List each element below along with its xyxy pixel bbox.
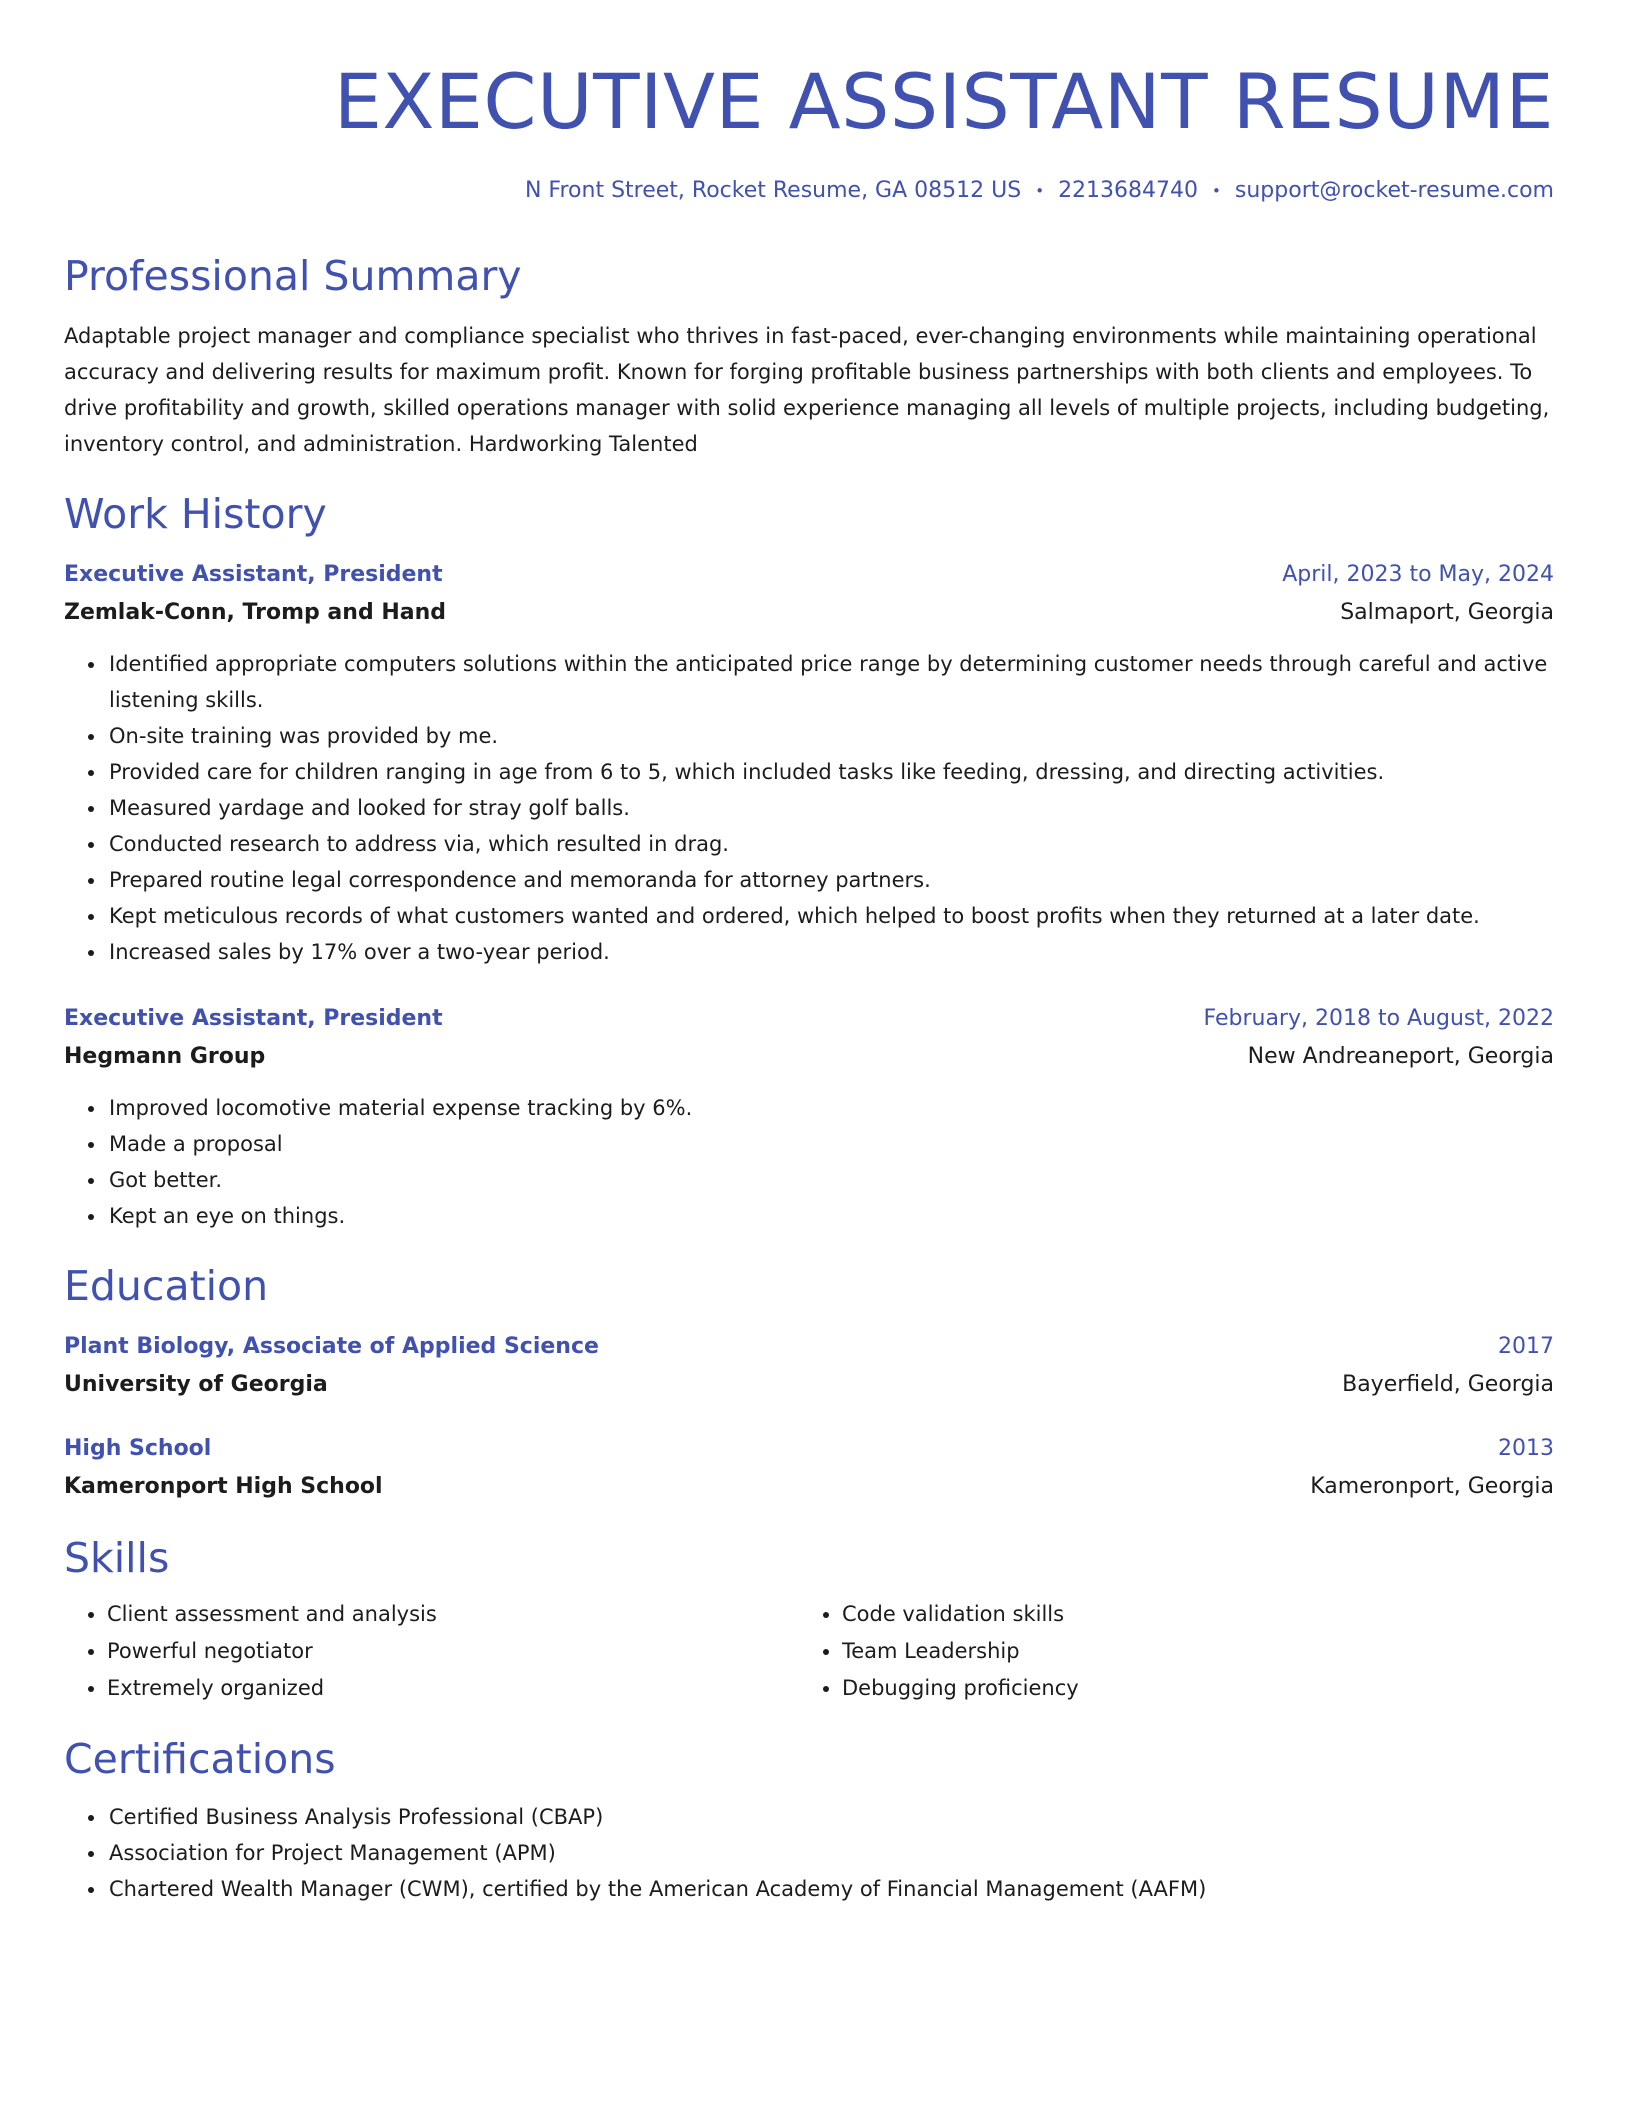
list-item: • Association for Project Management (APM)	[107, 1835, 1554, 1871]
job-company: Hegmann Group	[64, 1044, 266, 1069]
list-item: • Kept an eye on things.	[107, 1198, 1554, 1234]
list-item: • Identified appropriate computers solutions within the anticipated price range by determining customer needs through careful and active listening skills.	[107, 646, 1554, 718]
education-heading: Education	[64, 1262, 269, 1310]
list-item: • Extremely organized	[107, 1670, 799, 1707]
list-item: • Increased sales by 17% over a two-year period.	[107, 934, 1554, 970]
separator-dot: •	[1035, 182, 1045, 200]
contact-line	[64, 176, 1554, 206]
job-bullets	[64, 646, 1554, 970]
job-title: Executive Assistant, President	[64, 562, 443, 587]
resume-page	[64, 52, 1554, 1907]
list-item: • Improved locomotive material expense tracking by 6%.	[107, 1090, 1554, 1126]
list-item: • Provided care for children ranging in age from 6 to 5, which included tasks like feeding, dressing, and directing activities.	[107, 754, 1554, 790]
job-location: Salmaport, Georgia	[1340, 600, 1554, 625]
job-dates: April, 2023 to May, 2024	[1282, 562, 1554, 587]
school-location: Bayerfield, Georgia	[1342, 1372, 1554, 1397]
skills-section	[64, 1532, 1554, 1707]
list-item: • Team Leadership	[842, 1633, 1534, 1670]
job-title: Executive Assistant, President	[64, 1006, 443, 1031]
job-entry	[64, 1000, 1554, 1234]
contact-email[interactable]: support@rocket-resume.com	[1234, 178, 1554, 203]
list-item: • Certified Business Analysis Professional (CBAP)	[107, 1799, 1554, 1835]
school-name: Kameronport High School	[64, 1474, 383, 1499]
degree: Plant Biology, Associate of Applied Science	[64, 1334, 599, 1359]
contact-phone: 2213684740	[1058, 178, 1199, 203]
list-item: • Got better.	[107, 1162, 1554, 1198]
separator-dot: •	[1212, 182, 1221, 200]
skills-list-left	[64, 1596, 799, 1707]
graduation-year: 2017	[1498, 1334, 1554, 1359]
work-history-section	[64, 488, 1554, 1234]
list-item: • Powerful negotiator	[107, 1633, 799, 1670]
work-history-heading: Work History	[64, 490, 327, 538]
list-item: • Prepared routine legal correspondence and memoranda for attorney partners.	[107, 862, 1554, 898]
contact-address: N Front Street, Rocket Resume, GA 08512 US	[524, 178, 1022, 203]
job-entry	[64, 556, 1554, 970]
list-item: • Made a proposal	[107, 1126, 1554, 1162]
list-item: • Chartered Wealth Manager (CWM), certified by the American Academy of Financial Management (AAFM)	[107, 1871, 1554, 1907]
summary-heading: Professional Summary	[64, 252, 522, 300]
resume-title: EXECUTIVE ASSISTANT RESUME	[333, 57, 1554, 146]
skills-list-right	[799, 1596, 1534, 1707]
list-item: • Conducted research to address via, which resulted in drag.	[107, 826, 1554, 862]
certifications-heading: Certifications	[64, 1735, 336, 1783]
job-company: Zemlak-Conn, Tromp and Hand	[64, 600, 447, 625]
school-name: University of Georgia	[64, 1372, 328, 1397]
graduation-year: 2013	[1498, 1436, 1554, 1461]
degree: High School	[64, 1436, 212, 1461]
school-location: Kameronport, Georgia	[1310, 1474, 1554, 1499]
education-entry	[64, 1430, 1554, 1506]
education-section	[64, 1260, 1554, 1506]
list-item: • Code validation skills	[842, 1596, 1534, 1633]
list-item: • On-site training was provided by me.	[107, 718, 1554, 754]
certifications-list	[64, 1799, 1554, 1907]
job-location: New Andreaneport, Georgia	[1247, 1044, 1554, 1069]
education-entry	[64, 1328, 1554, 1404]
list-item: • Debugging proficiency	[842, 1670, 1534, 1707]
list-item: • Measured yardage and looked for stray golf balls.	[107, 790, 1554, 826]
skills-heading: Skills	[64, 1534, 170, 1582]
list-item: • Kept meticulous records of what customers wanted and ordered, which helped to boost profits when they returned at a later date.	[107, 898, 1554, 934]
summary-text: Adaptable project manager and compliance specialist who thrives in fast-paced, ever-changing environments while maintaining operational accuracy and delivering results for maximum profit. Known for forging profitable business partnerships with both clients and employees. To drive profitability and growth, skilled operations manager with solid experience managing all levels of multiple projects, including budgeting, inventory control, and administration. Hardworking Talented	[64, 324, 1550, 456]
job-bullets	[64, 1090, 1554, 1234]
skills-columns	[64, 1596, 1554, 1707]
list-item: • Client assessment and analysis	[107, 1596, 799, 1633]
job-dates: February, 2018 to August, 2022	[1203, 1006, 1554, 1031]
certifications-section	[64, 1733, 1554, 1907]
